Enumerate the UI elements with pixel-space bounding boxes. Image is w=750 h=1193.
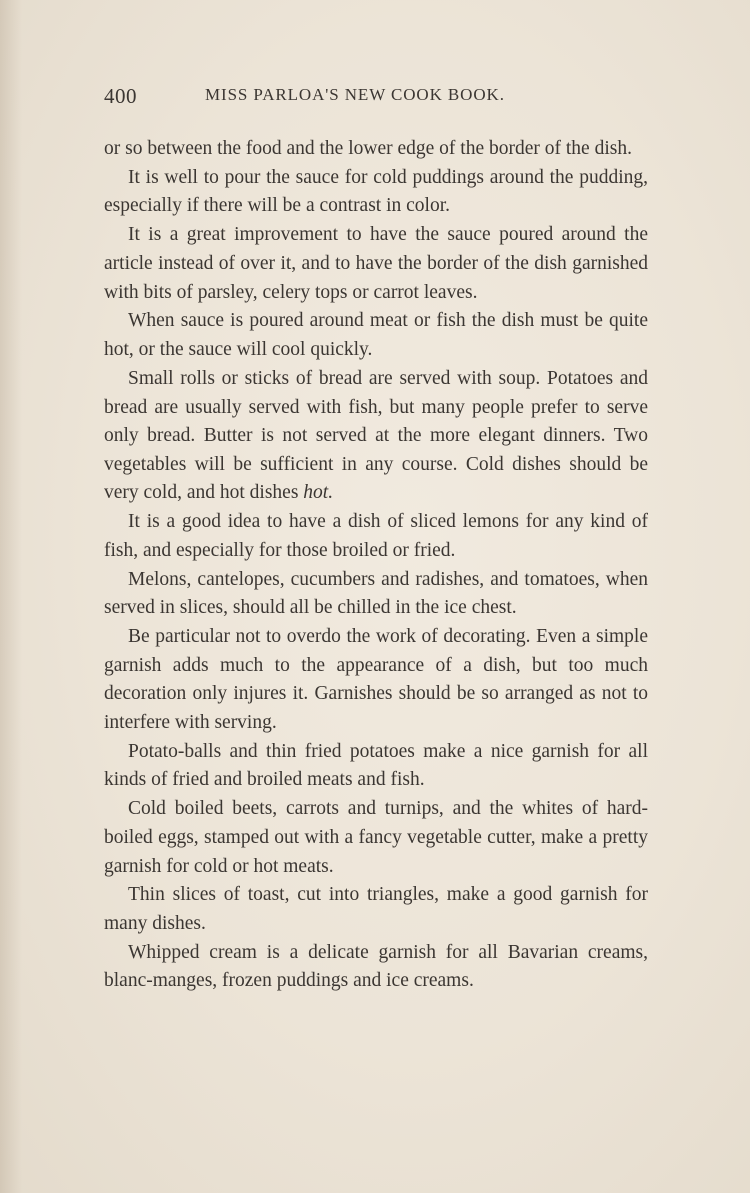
- paragraph: Be particular not to overdo the work of decorating. Even a simple garnish adds much to the appearance of a dish, but too much decoration only injures it. Garnishes should be so arranged as not to interfere with serving.: [104, 626, 648, 733]
- paragraph: When sauce is poured around meat or fish the dish must be quite hot, or the sauce will cool quickly.: [104, 310, 648, 361]
- paragraph: It is well to pour the sauce for cold puddings around the pudding, especially if there will be a contrast in color.: [104, 166, 648, 217]
- paragraph: Potato-balls and thin fried potatoes make a nice garnish for all kinds of fried and broiled meats and fish.: [104, 740, 648, 791]
- paragraph: or so between the food and the lower edge of the border of the dish.: [104, 138, 632, 159]
- paragraph: Small rolls or sticks of bread are served with soup. Potatoes and bread are usually served with fish, but many people prefer to serve only bread. Butter is not served at the more elegant dinners. Two vegetables will be sufficient in any course. Cold dishes should be very cold, and hot dishes hot.: [104, 367, 648, 504]
- paragraph: It is a good idea to have a dish of sliced lemons for any kind of fish, and especially for those broiled or fried.: [104, 511, 648, 561]
- emphasized-word: hot.: [303, 482, 334, 504]
- paragraph: Whipped cream is a delicate garnish for all Bavarian creams, blanc-manges, frozen puddings and ice creams.: [104, 941, 648, 992]
- running-title: MISS PARLOA'S NEW COOK BOOK.: [205, 85, 505, 104]
- paragraph: It is a great improvement to have the sauce poured around the article instead of over it, and to have the border of the dish garnished with bits of parsley, celery tops or carrot leaves.: [104, 224, 648, 303]
- body-text: [104, 135, 648, 996]
- page-number: 400: [104, 84, 137, 108]
- paragraph: Melons, cantelopes, cucumbers and radishes, and tomatoes, when served in slices, should all be chilled in the ice chest.: [104, 568, 648, 619]
- paragraph: Thin slices of toast, cut into triangles, make a good garnish for many dishes.: [104, 884, 648, 934]
- running-head: [104, 84, 648, 114]
- paragraph: Cold boiled beets, carrots and turnips, and the whites of hard-boiled eggs, stamped out with a fancy vegetable cutter, make a pretty garnish for cold or hot meats.: [104, 798, 648, 877]
